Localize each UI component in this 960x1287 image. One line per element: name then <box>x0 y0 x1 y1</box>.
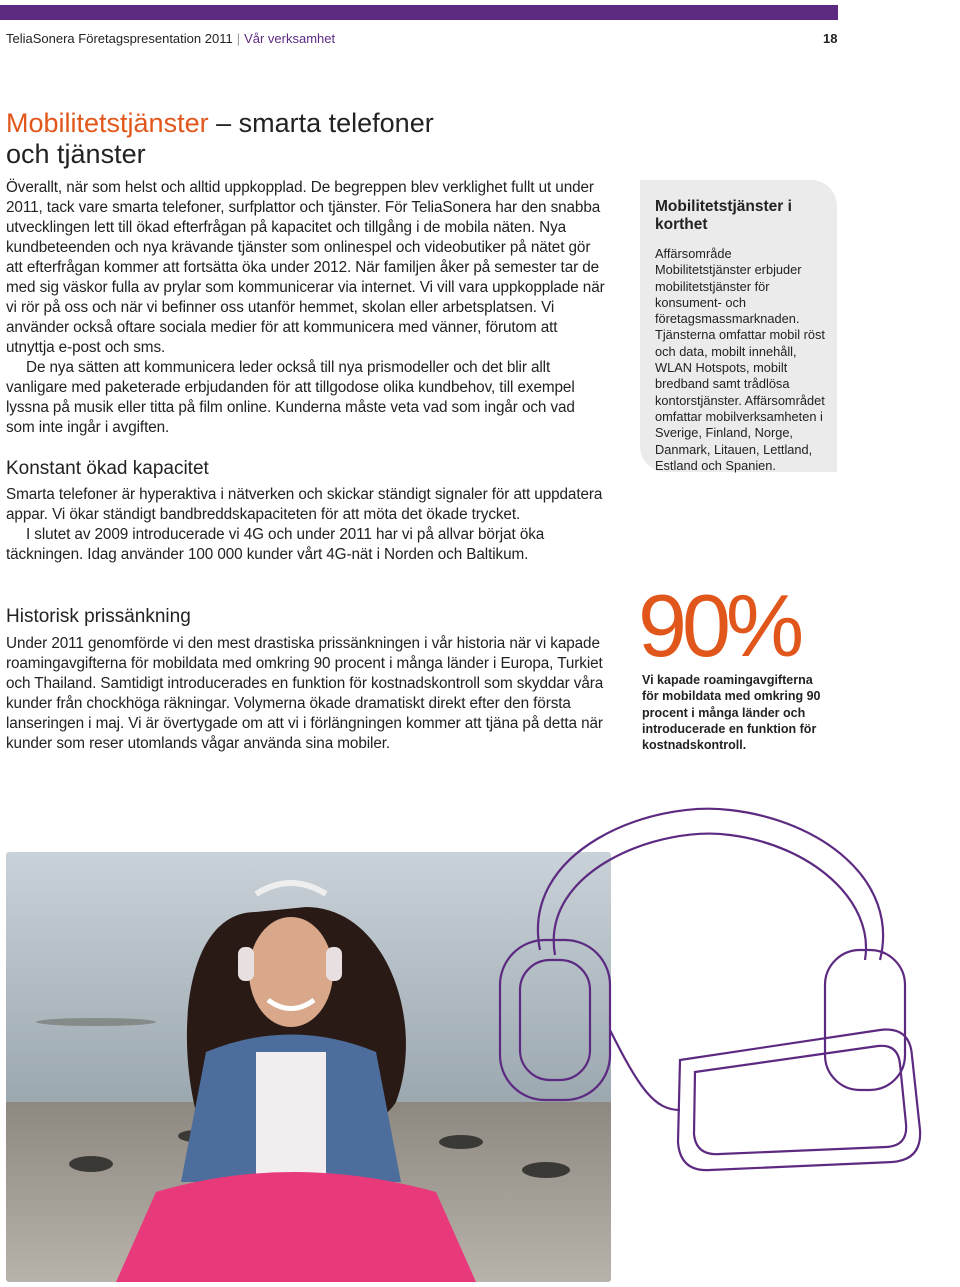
stat-caption: Vi kapade roamingavgifterna för mobildata med omkring 90 procent i många länder och introducerade en funktion för kostnadskontroll. <box>642 673 821 753</box>
running-head <box>6 31 335 46</box>
header-bar <box>0 5 838 20</box>
page-number: 18 <box>823 31 838 46</box>
section-name: Vår verksamhet <box>244 31 336 46</box>
capacity-text <box>6 485 606 565</box>
headphones-line-illustration <box>480 790 950 1190</box>
capacity-heading: Konstant ökad kapacitet <box>6 458 209 479</box>
fact-box-text: Affärsområde Mobilitetstjänster erbjuder mobilitetstjänster för konsument- och företagsmassmarknaden. Tjänsterna omfattar mobil röst och data, mobilt innehåll, WLAN Hotspots, mobilt bredband samt trådlösa kontorstjänster. Affärsområdet omfattar mobilverksamheten i Sverige, Finland, Norge, Danmark, Litauen, Lettland, Estland och Spanien. <box>655 246 825 473</box>
fact-box-title: Mobilitetstjänster i korthet <box>655 198 792 233</box>
stat-value: 90% <box>638 576 800 675</box>
intro-text <box>6 178 606 438</box>
intro-paragraph-1: Överallt, när som helst och alltid uppkopplad. De begreppen blev verklighet fullt ut under 2011, tack vare smarta telefoner, surfplattor och tjänster. För TeliaSonera har den snabba utvecklingen lett till ökad efterfrågan på kapacitet och tillgång i de mobila näten. Nya kundbeteenden och nya krävande tjänster som onlinespel och videobutiker på nätet gör att efterfrågan kommer att fortsätta öka under 2012. När familjen åker på semester tar de med sig väskor fulla av prylar som kommunicerar via internet. Vi vill vara uppkopplade när vi rör på oss och när vi befinner oss utanför hemmet, skolan eller arbetsplatsen. Vi använder också oftare sociala medier för att kommunicera med vänner, förutom att utnyttja e-post och sms. <box>6 179 605 356</box>
intro-paragraph-2: De nya sätten att kommunicera leder också till nya prismodeller och det blir allt vanligare med paketerade erbjudanden för att tillgodose olika kundbehov, till exempel lyssna på musik eller titta på film online. Kunderna måste veta vad som ingår och vad som inte ingår i avgiften. <box>6 359 575 436</box>
document-title: TeliaSonera Företagspresentation 2011 <box>6 31 233 46</box>
fact-box <box>640 180 837 472</box>
title-line1: – smarta telefoner <box>208 108 434 138</box>
title-accent: Mobilitetstjänster <box>6 108 209 138</box>
price-paragraph-1: Under 2011 genomförde vi den mest drastiska prissänkningen i vår historia när vi kapade roamingavgifterna för mobildata med omkring 90 procent i många länder i Europa, Turkiet och Thailand. Samtidigt introducerades en funktion för kostnadskontroll som skyddar våra kunder från chockhöga räkningar. Volymerna ökade dramatiskt direkt efter den första lanseringen i maj. Vi är övertygade om att vi i förlängningen kommer att tjäna på detta när kunder som reser utomlands vågar använda sina mobiler. <box>6 635 604 752</box>
price-text <box>6 634 606 754</box>
price-heading: Historisk prissänkning <box>6 606 191 627</box>
title-line2: och tjänster <box>6 139 146 169</box>
header-separator: | <box>236 31 241 46</box>
page-title <box>6 108 606 170</box>
capacity-paragraph-1: Smarta telefoner är hyperaktiva i nätverken och skickar ständigt signaler för att uppdatera appar. Vi ökar ständigt bandbreddskapaciteten för att möta det ökade trycket. <box>6 486 603 523</box>
capacity-paragraph-2: I slutet av 2009 introducerade vi 4G och under 2011 har vi på allvar börjat öka täckningen. Idag använder 100 000 kunder vårt 4G-nät i Norden och Baltikum. <box>6 526 545 563</box>
